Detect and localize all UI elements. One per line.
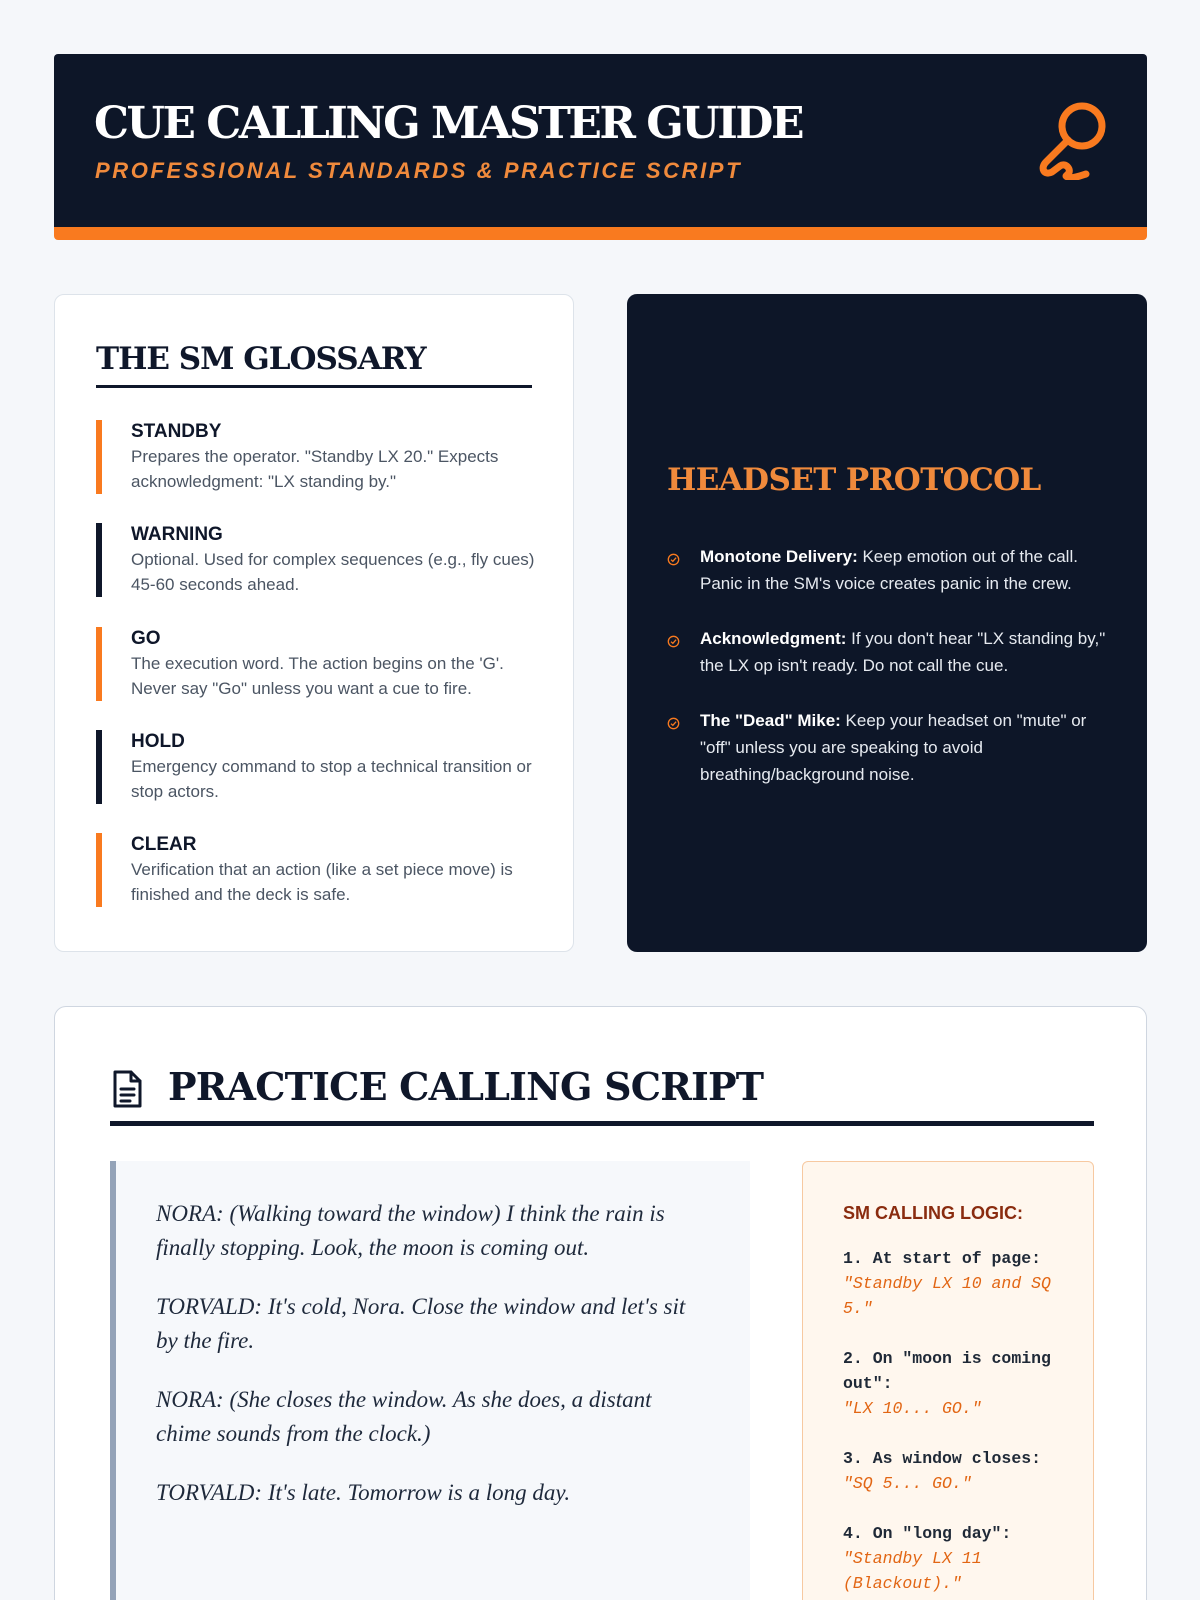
check-circle-icon (667, 635, 680, 648)
logic-step-call: "SQ 5... GO." (843, 1474, 972, 1493)
protocol-item-text: Keep your headset on "mute" or "off" unless you are speaking to avoid breathing/background noise. (700, 711, 1087, 784)
glossary-term-hold (96, 730, 536, 804)
glossary-title: THE SM GLOSSARY (96, 341, 532, 388)
practice-script-card (54, 1006, 1147, 1600)
practice-title: PRACTICE CALLING SCRIPT (110, 1061, 1094, 1126)
protocol-item-text: Keep emotion out of the call. Panic in the SM's voice creates panic in the crew. (700, 547, 1078, 593)
protocol-item (667, 707, 1107, 788)
logic-step-label: 1. At start of page: (843, 1249, 1042, 1268)
protocol-item (667, 543, 1107, 597)
term-name: WARNING (131, 524, 223, 545)
logic-step-label: 2. On "moon is coming out": (843, 1349, 1051, 1393)
term-name: STANDBY (131, 421, 222, 442)
check-circle-icon (667, 553, 680, 566)
term-name: HOLD (131, 731, 185, 752)
logic-step-call: "Standby LX 10 and SQ 5." (843, 1274, 1051, 1318)
script-excerpt (110, 1161, 750, 1600)
logic-step (843, 1346, 1061, 1421)
protocol-item (667, 625, 1107, 679)
term-description: Emergency command to stop a technical transition or stop actors. (131, 757, 532, 801)
document-icon (110, 1069, 144, 1109)
script-line: NORA: (She closes the window. As she does, a distant chime sounds from the clock.) (156, 1387, 652, 1446)
protocol-item-heading: Monotone Delivery: (700, 547, 858, 566)
term-description: Prepares the operator. "Standby LX 20." Expects acknowledgment: "LX standing by." (131, 447, 499, 491)
check-circle-icon (667, 717, 680, 730)
protocol-title: HEADSET PROTOCOL (667, 462, 1041, 498)
protocol-item-text: If you don't hear "LX standing by," the LX op isn't ready. Do not call the cue. (700, 629, 1106, 675)
script-line: NORA: (Walking toward the window) I think the rain is finally stopping. Look, the moon is coming out. (156, 1201, 665, 1260)
term-description: The execution word. The action begins on the 'G'. Never say "Go" unless you want a cue to fire. (131, 654, 504, 698)
logic-step (843, 1446, 1061, 1496)
glossary-term-clear (96, 833, 536, 907)
term-name: CLEAR (131, 834, 197, 855)
script-line: TORVALD: It's cold, Nora. Close the window and let's sit by the fire. (156, 1294, 686, 1353)
protocol-item-heading: Acknowledgment: (700, 629, 847, 648)
term-name: GO (131, 628, 161, 649)
logic-step-call: "LX 10... GO." (843, 1399, 982, 1418)
logic-step-label: 4. On "long day": (843, 1524, 1012, 1543)
page-subtitle: PROFESSIONAL STANDARDS & PRACTICE SCRIPT (95, 158, 743, 183)
term-description: Verification that an action (like a set piece move) is finished and the deck is safe. (131, 860, 513, 904)
glossary-term-warning (96, 523, 536, 597)
glossary-term-standby (96, 420, 536, 494)
script-line: TORVALD: It's late. Tomorrow is a long day. (156, 1480, 571, 1505)
protocol-item-heading: The "Dead" Mike: (700, 711, 841, 730)
logic-step-label: 3. As window closes: (843, 1449, 1042, 1468)
glossary-card (54, 294, 574, 952)
logic-title: SM CALLING LOGIC: (843, 1203, 1023, 1223)
page-title: CUE CALLING MASTER GUIDE (94, 98, 802, 149)
microphone-icon (1034, 100, 1108, 180)
logic-step (843, 1521, 1061, 1596)
headset-protocol-card (627, 294, 1147, 952)
logic-step-call: "Standby LX 11 (Blackout)." (843, 1549, 982, 1593)
glossary-term-go (96, 627, 536, 701)
term-description: Optional. Used for complex sequences (e.g., fly cues) 45-60 seconds ahead. (131, 550, 535, 594)
calling-logic-panel (802, 1161, 1094, 1600)
logic-step (843, 1246, 1061, 1321)
header-banner (54, 54, 1147, 240)
